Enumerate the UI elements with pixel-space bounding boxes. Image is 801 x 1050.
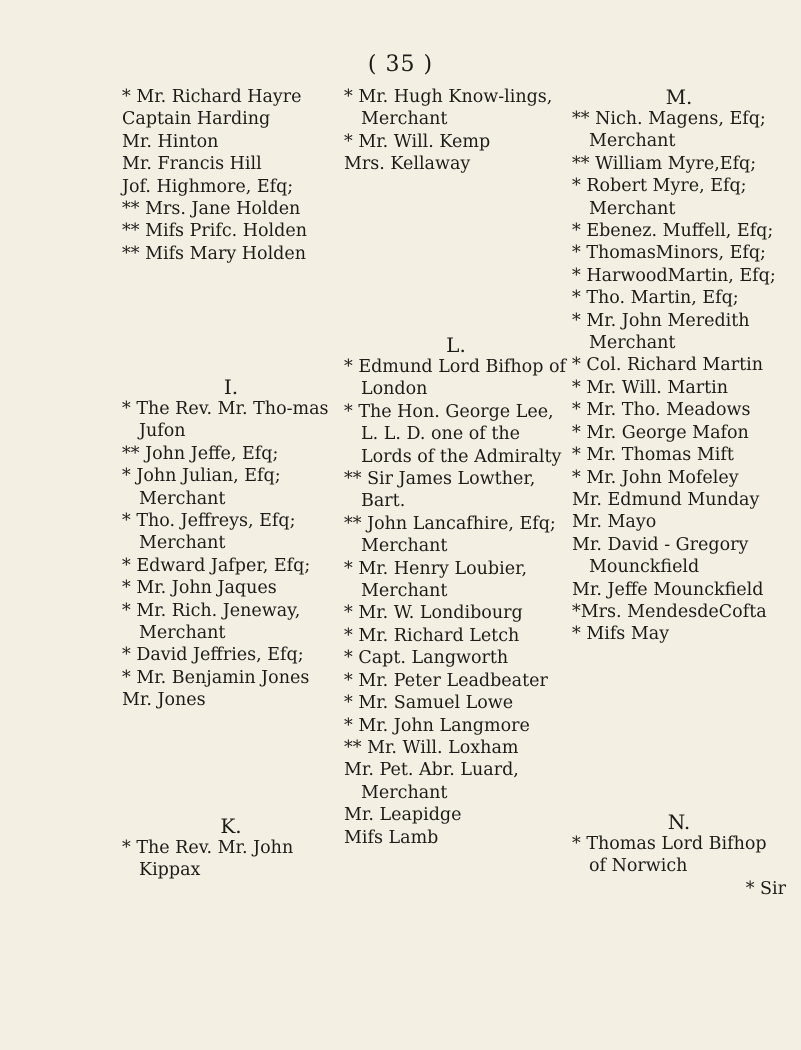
list-item: ** Mr. Will. Loxham	[344, 737, 519, 758]
list-item: Jof. Highmore, Efq;	[122, 176, 294, 197]
section-k-continued	[344, 86, 568, 176]
list-item: * David Jeffries, Efq;	[122, 645, 304, 666]
list-item: * The Rev. Mr. Tho-mas Jufon	[122, 399, 329, 442]
list-item: * Mr. Tho. Meadows	[572, 400, 751, 421]
list-item: Mrs. Kellaway	[344, 154, 471, 175]
list-item: * Mr. Thomas Mift	[572, 445, 734, 466]
list-item: * Robert Myre, Efq; Merchant	[572, 176, 747, 219]
list-item: Mr. Edmund Munday	[572, 489, 760, 510]
list-item: * Mr. John Jaques	[122, 578, 277, 599]
list-item: * Mr. Hugh Know-lings, Merchant	[344, 87, 553, 130]
list-item: ** William Myre,Efq;	[572, 153, 757, 174]
list-item: * ThomasMinors, Efq;	[572, 243, 766, 264]
section-heading: L.	[446, 333, 466, 357]
section-i	[122, 376, 340, 712]
list-item: ** Nich. Magens, Efq; Merchant	[572, 109, 766, 152]
list-item: * Mr. John Meredith Merchant	[572, 310, 750, 354]
list-item: * Mr. Richard Hayre	[122, 87, 302, 107]
list-item: * Thomas Lord Bifhop of Norwich	[572, 834, 767, 877]
list-item: * Mr. Will. Martin	[572, 377, 729, 398]
section-h-continued	[122, 86, 340, 265]
section-heading: I.	[223, 375, 239, 399]
list-item: * Mr. Rich. Jeneway, Merchant	[122, 600, 301, 644]
list-item: * Ebenez. Muffell, Efq;	[572, 221, 774, 242]
list-item: * Tho. Martin, Efq;	[572, 288, 739, 309]
list-item: * Mr. Henry Loubier, Merchant	[344, 558, 528, 602]
section-heading: M.	[665, 85, 693, 109]
list-item: Mr. David - Gregory Mounckfield	[572, 534, 749, 578]
list-item: ** John Jeffe, Efq;	[122, 443, 279, 464]
list-item: * John Julian, Efq; Merchant	[122, 466, 281, 509]
list-item: Mr. Mayo	[572, 512, 657, 533]
list-item: * Mr. Will. Kemp	[344, 131, 491, 152]
list-item: * Mifs May	[572, 624, 670, 645]
section-heading: N.	[667, 810, 691, 834]
section-m	[572, 86, 786, 646]
list-item: Mr. Hinton	[122, 131, 219, 152]
list-item: Mr. Jones	[122, 690, 206, 711]
list-item: * Edmund Lord Bifhop of London	[344, 357, 566, 400]
list-item: Mr. Francis Hill	[122, 154, 262, 175]
section-k	[122, 815, 340, 882]
list-item: *Mrs. MendesdeCofta	[572, 601, 767, 622]
list-item: ** Mifs Mary Holden	[122, 243, 306, 264]
list-item: Mr. Pet. Abr. Luard, Merchant	[344, 760, 519, 803]
list-item: * Mr. John Langmore	[344, 715, 530, 736]
list-item: ** Mrs. Jane Holden	[122, 199, 301, 220]
list-item: * Col. Richard Martin	[572, 355, 763, 376]
list-item: ** Sir James Lowther, Bart.	[344, 469, 536, 512]
catchword: * Sir	[745, 878, 786, 899]
list-item: Mr. Jeffe Mounckfield	[572, 579, 764, 600]
section-heading: K.	[220, 814, 242, 838]
list-item: * Mr. W. Londibourg	[344, 603, 523, 624]
list-item: * Mr. Richard Letch	[344, 625, 520, 646]
list-item: Captain Harding	[122, 109, 271, 130]
list-item: * Mr. George Mafon	[572, 422, 749, 443]
list-item: ** Mifs Prifc. Holden	[122, 221, 307, 242]
list-item: * Mr. John Mofeley	[572, 467, 739, 488]
list-item: * Mr. Benjamin Jones	[122, 667, 310, 688]
list-item: * Mr. Samuel Lowe	[344, 693, 514, 714]
list-item: * Tho. Jeffreys, Efq; Merchant	[122, 511, 296, 554]
list-item: ** John Lancafhire, Efq; Merchant	[344, 513, 556, 557]
section-l	[344, 334, 568, 849]
list-item: * Capt. Langworth	[344, 648, 509, 669]
section-n	[572, 811, 786, 900]
list-item: * The Rev. Mr. John Kippax	[122, 838, 294, 881]
list-item: * The Hon. George Lee, L. L. D. one of the Lords of the Admiralty	[344, 401, 562, 467]
list-item: * Mr. Peter Leadbeater	[344, 670, 548, 691]
page-number: ( 35 )	[367, 52, 434, 77]
list-item: * Edward Jafper, Efq;	[122, 555, 311, 576]
list-item: Mifs Lamb	[344, 827, 439, 848]
list-item: Mr. Leapidge	[344, 805, 462, 826]
list-item: * HarwoodMartin, Efq;	[572, 265, 776, 286]
